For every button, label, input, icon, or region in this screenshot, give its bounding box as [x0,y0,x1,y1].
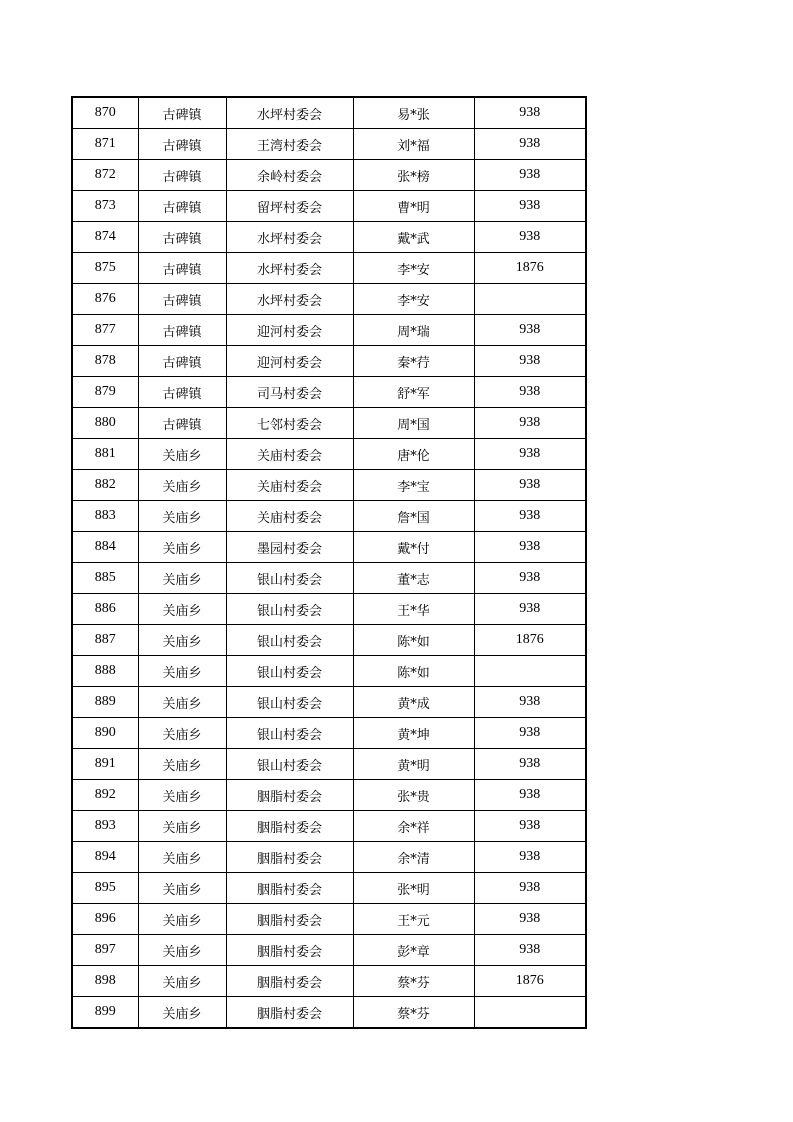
person-name-cell: 曹*明 [353,191,474,222]
town-cell: 关庙乡 [138,501,226,532]
row-number-cell: 896 [72,904,138,935]
village-committee-cell: 关庙村委会 [226,501,353,532]
village-committee-cell: 水坪村委会 [226,284,353,315]
person-name-cell: 张*榜 [353,160,474,191]
village-committee-cell: 胭脂村委会 [226,811,353,842]
town-cell: 关庙乡 [138,935,226,966]
table-row [72,842,586,873]
village-committee-cell: 余岭村委会 [226,160,353,191]
table-row [72,904,586,935]
row-number-cell: 890 [72,718,138,749]
person-name-cell: 唐*伦 [353,439,474,470]
amount-cell: 938 [474,346,586,377]
person-name-cell: 秦*荇 [353,346,474,377]
town-cell: 关庙乡 [138,532,226,563]
town-cell: 关庙乡 [138,594,226,625]
row-number-cell: 899 [72,997,138,1029]
row-number-cell: 884 [72,532,138,563]
village-committee-cell: 水坪村委会 [226,253,353,284]
village-committee-cell: 迎河村委会 [226,346,353,377]
row-number-cell: 895 [72,873,138,904]
town-cell: 关庙乡 [138,718,226,749]
village-committee-cell: 留坪村委会 [226,191,353,222]
town-cell: 古碑镇 [138,408,226,439]
table-row [72,346,586,377]
village-committee-cell: 水坪村委会 [226,97,353,129]
town-cell: 关庙乡 [138,997,226,1029]
person-name-cell: 张*贵 [353,780,474,811]
table-row [72,749,586,780]
table-row [72,377,586,408]
row-number-cell: 870 [72,97,138,129]
village-committee-cell: 水坪村委会 [226,222,353,253]
village-committee-cell: 胭脂村委会 [226,780,353,811]
person-name-cell: 戴*付 [353,532,474,563]
amount-cell: 938 [474,501,586,532]
village-committee-cell: 银山村委会 [226,718,353,749]
town-cell: 古碑镇 [138,346,226,377]
table-row [72,873,586,904]
town-cell: 古碑镇 [138,129,226,160]
person-name-cell: 舒*军 [353,377,474,408]
town-cell: 古碑镇 [138,284,226,315]
table-row [72,935,586,966]
person-name-cell: 余*清 [353,842,474,873]
table-row [72,718,586,749]
amount-cell [474,997,586,1029]
subsidy-table [71,96,587,1029]
table-row [72,997,586,1029]
village-committee-cell: 七邻村委会 [226,408,353,439]
amount-cell: 1876 [474,625,586,656]
table-row [72,160,586,191]
row-number-cell: 893 [72,811,138,842]
person-name-cell: 蔡*芬 [353,997,474,1029]
row-number-cell: 872 [72,160,138,191]
village-committee-cell: 司马村委会 [226,377,353,408]
village-committee-cell: 胭脂村委会 [226,966,353,997]
town-cell: 古碑镇 [138,315,226,346]
person-name-cell: 张*明 [353,873,474,904]
village-committee-cell: 银山村委会 [226,625,353,656]
row-number-cell: 887 [72,625,138,656]
row-number-cell: 892 [72,780,138,811]
amount-cell [474,656,586,687]
amount-cell: 938 [474,160,586,191]
row-number-cell: 878 [72,346,138,377]
table-row [72,966,586,997]
amount-cell: 938 [474,222,586,253]
amount-cell: 938 [474,532,586,563]
table-row [72,470,586,501]
person-name-cell: 易*张 [353,97,474,129]
town-cell: 关庙乡 [138,656,226,687]
row-number-cell: 873 [72,191,138,222]
town-cell: 关庙乡 [138,563,226,594]
town-cell: 关庙乡 [138,439,226,470]
row-number-cell: 877 [72,315,138,346]
row-number-cell: 888 [72,656,138,687]
person-name-cell: 彭*章 [353,935,474,966]
amount-cell: 938 [474,935,586,966]
table-row [72,594,586,625]
table-row [72,253,586,284]
town-cell: 关庙乡 [138,749,226,780]
person-name-cell: 王*元 [353,904,474,935]
table-row [72,222,586,253]
town-cell: 古碑镇 [138,160,226,191]
village-committee-cell: 胭脂村委会 [226,997,353,1029]
row-number-cell: 871 [72,129,138,160]
table-row [72,780,586,811]
table-row [72,532,586,563]
row-number-cell: 875 [72,253,138,284]
village-committee-cell: 关庙村委会 [226,439,353,470]
table-row [72,129,586,160]
person-name-cell: 周*瑞 [353,315,474,346]
amount-cell: 1876 [474,966,586,997]
village-committee-cell: 关庙村委会 [226,470,353,501]
amount-cell: 938 [474,904,586,935]
table-row [72,408,586,439]
amount-cell: 938 [474,687,586,718]
amount-cell: 938 [474,408,586,439]
village-committee-cell: 银山村委会 [226,563,353,594]
amount-cell: 938 [474,749,586,780]
person-name-cell: 王*华 [353,594,474,625]
town-cell: 关庙乡 [138,842,226,873]
amount-cell: 938 [474,718,586,749]
person-name-cell: 陈*如 [353,656,474,687]
town-cell: 关庙乡 [138,873,226,904]
row-number-cell: 883 [72,501,138,532]
table-row [72,563,586,594]
town-cell: 关庙乡 [138,811,226,842]
amount-cell: 938 [474,439,586,470]
town-cell: 古碑镇 [138,253,226,284]
amount-cell: 938 [474,97,586,129]
amount-cell: 938 [474,191,586,222]
table-row [72,656,586,687]
amount-cell: 938 [474,780,586,811]
row-number-cell: 882 [72,470,138,501]
village-committee-cell: 胭脂村委会 [226,935,353,966]
person-name-cell: 余*祥 [353,811,474,842]
town-cell: 关庙乡 [138,687,226,718]
table-row [72,439,586,470]
person-name-cell: 董*志 [353,563,474,594]
row-number-cell: 897 [72,935,138,966]
person-name-cell: 黄*成 [353,687,474,718]
village-committee-cell: 胭脂村委会 [226,873,353,904]
village-committee-cell: 胭脂村委会 [226,904,353,935]
table-row [72,284,586,315]
person-name-cell: 戴*武 [353,222,474,253]
person-name-cell: 李*安 [353,253,474,284]
amount-cell: 938 [474,811,586,842]
person-name-cell: 周*国 [353,408,474,439]
person-name-cell: 李*宝 [353,470,474,501]
town-cell: 古碑镇 [138,97,226,129]
village-committee-cell: 胭脂村委会 [226,842,353,873]
table-row [72,625,586,656]
village-committee-cell: 银山村委会 [226,749,353,780]
town-cell: 古碑镇 [138,191,226,222]
amount-cell: 938 [474,873,586,904]
amount-cell: 938 [474,842,586,873]
row-number-cell: 874 [72,222,138,253]
village-committee-cell: 迎河村委会 [226,315,353,346]
amount-cell: 938 [474,594,586,625]
person-name-cell: 蔡*芬 [353,966,474,997]
amount-cell: 938 [474,377,586,408]
row-number-cell: 881 [72,439,138,470]
town-cell: 关庙乡 [138,904,226,935]
row-number-cell: 886 [72,594,138,625]
village-committee-cell: 银山村委会 [226,656,353,687]
row-number-cell: 876 [72,284,138,315]
row-number-cell: 880 [72,408,138,439]
table-row [72,97,586,129]
table-row [72,501,586,532]
village-committee-cell: 银山村委会 [226,594,353,625]
person-name-cell: 詹*国 [353,501,474,532]
person-name-cell: 黄*坤 [353,718,474,749]
table-row [72,811,586,842]
row-number-cell: 891 [72,749,138,780]
town-cell: 关庙乡 [138,470,226,501]
amount-cell: 938 [474,563,586,594]
amount-cell: 1876 [474,253,586,284]
village-committee-cell: 王湾村委会 [226,129,353,160]
town-cell: 关庙乡 [138,966,226,997]
person-name-cell: 黄*明 [353,749,474,780]
amount-cell: 938 [474,470,586,501]
town-cell: 古碑镇 [138,222,226,253]
row-number-cell: 889 [72,687,138,718]
table-row [72,687,586,718]
amount-cell: 938 [474,129,586,160]
table-row [72,191,586,222]
row-number-cell: 898 [72,966,138,997]
person-name-cell: 刘*福 [353,129,474,160]
row-number-cell: 894 [72,842,138,873]
amount-cell [474,284,586,315]
person-name-cell: 陈*如 [353,625,474,656]
person-name-cell: 李*安 [353,284,474,315]
village-committee-cell: 银山村委会 [226,687,353,718]
town-cell: 关庙乡 [138,780,226,811]
town-cell: 古碑镇 [138,377,226,408]
village-committee-cell: 墨园村委会 [226,532,353,563]
table-body [72,97,586,1028]
amount-cell: 938 [474,315,586,346]
row-number-cell: 885 [72,563,138,594]
table-row [72,315,586,346]
town-cell: 关庙乡 [138,625,226,656]
row-number-cell: 879 [72,377,138,408]
